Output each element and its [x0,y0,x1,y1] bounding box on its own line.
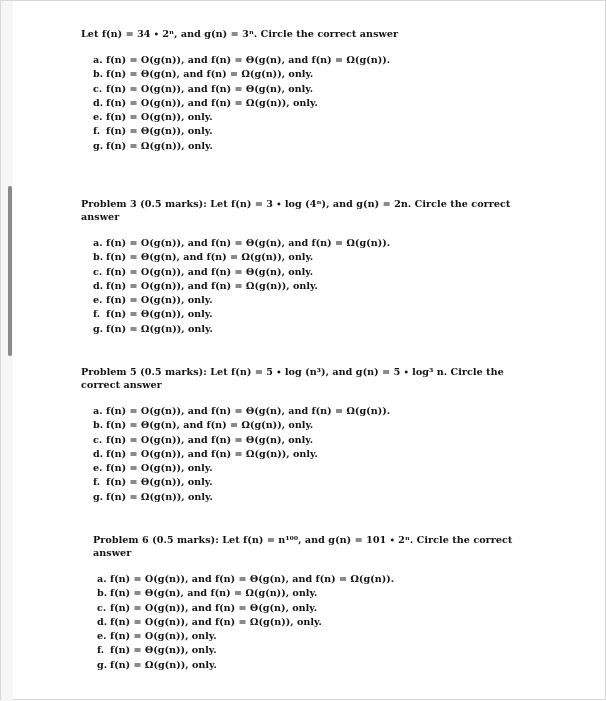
option-d[interactable]: d. f(n) = O(g(n)), and f(n) = Ω(g(n)), only. [93,448,318,460]
option-f[interactable]: f. f(n) = Θ(g(n)), only. [93,477,213,489]
problem-stem: Problem 6 (0.5 marks): Let f(n) = n¹⁰⁰, and g(n) = 101 ∙ 2ⁿ. Circle the correct answer [93,535,513,559]
problem-stem: Problem 5 (0.5 marks): Let f(n) = 5 ∙ log (n³), and g(n) = 5 ∙ log³ n. Circle the correct answer [81,367,504,391]
option-f[interactable]: f. f(n) = Θ(g(n)), only. [97,645,217,657]
option-g[interactable]: g. f(n) = Ω(g(n)), only. [93,323,213,335]
option-e[interactable]: e. f(n) = O(g(n)), only. [93,463,213,475]
option-d[interactable]: d. f(n) = O(g(n)), and f(n) = Ω(g(n)), only. [93,280,318,292]
option-a[interactable]: a. f(n) = O(g(n)), and f(n) = Θ(g(n), and f(n) = Ω(g(n)). [93,406,391,417]
problem-block [81,198,531,337]
option-e[interactable]: e. f(n) = O(g(n)), only. [97,631,217,643]
option-d[interactable]: d. f(n) = O(g(n)), and f(n) = Ω(g(n)), only. [97,616,322,628]
option-f[interactable]: f. f(n) = Θ(g(n)), only. [93,309,213,321]
option-e[interactable]: e. f(n) = O(g(n)), only. [93,112,213,124]
option-d[interactable]: d. f(n) = O(g(n)), and f(n) = Ω(g(n)), only. [93,97,318,109]
option-a[interactable]: a. f(n) = O(g(n)), and f(n) = Θ(g(n), and f(n) = Ω(g(n)). [97,574,395,585]
problem-block [81,366,531,505]
problem-stem: Let f(n) = 34 ∙ 2ⁿ, and g(n) = 3ⁿ. Circle the correct answer [81,29,399,40]
option-c[interactable]: c. f(n) = O(g(n)), and f(n) = Θ(g(n), only. [93,83,314,95]
problem-stem: Problem 3 (0.5 marks): Let f(n) = 3 ∙ log (4ⁿ), and g(n) = 2n. Circle the correct answer [81,199,511,223]
option-list [81,405,531,505]
option-list [93,573,533,673]
option-list [81,237,531,337]
option-a[interactable]: a. f(n) = O(g(n)), and f(n) = Θ(g(n), and f(n) = Ω(g(n)). [93,238,391,249]
option-a[interactable]: a. f(n) = O(g(n)), and f(n) = Θ(g(n), and f(n) = Ω(g(n)). [93,55,391,66]
option-b[interactable]: b. f(n) = Θ(g(n), and f(n) = Ω(g(n)), only. [93,420,314,432]
scrollbar-thumb[interactable] [8,186,12,356]
option-f[interactable]: f. f(n) = Θ(g(n)), only. [93,126,213,138]
option-e[interactable]: e. f(n) = O(g(n)), only. [93,295,213,307]
option-c[interactable]: c. f(n) = O(g(n)), and f(n) = Θ(g(n), only. [97,602,318,614]
option-b[interactable]: b. f(n) = Θ(g(n), and f(n) = Ω(g(n)), only. [97,588,318,600]
problem-block [81,28,531,154]
option-c[interactable]: c. f(n) = O(g(n)), and f(n) = Θ(g(n), only. [93,434,314,446]
option-g[interactable]: g. f(n) = Ω(g(n)), only. [93,491,213,503]
option-b[interactable]: b. f(n) = Θ(g(n), and f(n) = Ω(g(n)), only. [93,252,314,264]
option-g[interactable]: g. f(n) = Ω(g(n)), only. [97,659,217,671]
option-b[interactable]: b. f(n) = Θ(g(n), and f(n) = Ω(g(n)), only. [93,69,314,81]
option-c[interactable]: c. f(n) = O(g(n)), and f(n) = Θ(g(n), only. [93,266,314,278]
problem-block [93,534,533,673]
option-list [81,54,531,154]
option-g[interactable]: g. f(n) = Ω(g(n)), only. [93,140,213,152]
